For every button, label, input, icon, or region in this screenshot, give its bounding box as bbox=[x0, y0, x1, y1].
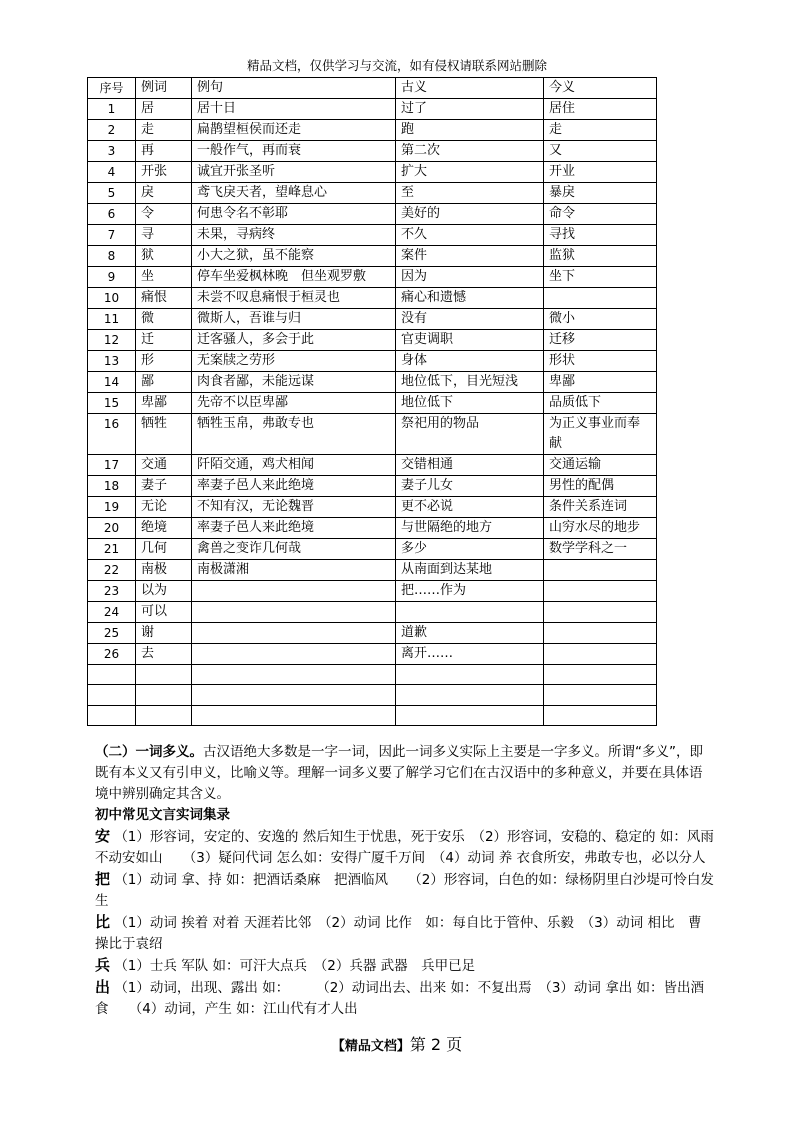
table-row bbox=[88, 497, 657, 518]
table-cell: 20 bbox=[88, 518, 136, 539]
table-row bbox=[88, 665, 657, 685]
entry-item bbox=[95, 869, 715, 912]
table-cell: 离开…… bbox=[396, 644, 544, 665]
table-cell: 诚宜开张圣听 bbox=[192, 162, 396, 183]
table-cell bbox=[88, 705, 136, 725]
table-cell: 16 bbox=[88, 414, 136, 455]
table-cell bbox=[544, 288, 657, 309]
table-cell: 不知有汉，无论魏晋 bbox=[192, 497, 396, 518]
table-cell: 鄙 bbox=[136, 372, 192, 393]
table-cell: 7 bbox=[88, 225, 136, 246]
table-row bbox=[88, 644, 657, 665]
table-cell: 一般作气，再而衰 bbox=[192, 141, 396, 162]
footer-page: 第 2 页 bbox=[409, 1035, 463, 1054]
table-cell: 去 bbox=[136, 644, 192, 665]
table-cell: 以为 bbox=[136, 581, 192, 602]
entry-text: （1）动词，出现、露出 如： （2）动词出去、出来 如：不复出焉 （3）动词 拿出 如：皆出酒食 （4）动词，产生 如：江山代有才人出 bbox=[95, 980, 704, 1017]
table-cell: 数学学科之一 bbox=[544, 539, 657, 560]
table-row bbox=[88, 581, 657, 602]
table-row bbox=[88, 476, 657, 497]
table-cell: 狱 bbox=[136, 246, 192, 267]
table-cell: 19 bbox=[88, 497, 136, 518]
table-cell: 道歉 bbox=[396, 623, 544, 644]
table-cell: 暴戾 bbox=[544, 183, 657, 204]
table-cell: 为正义事业而奉献 bbox=[544, 414, 657, 455]
entry-item bbox=[95, 977, 715, 1020]
table-cell: 无案牍之劳形 bbox=[192, 351, 396, 372]
table-cell: 南极潇湘 bbox=[192, 560, 396, 581]
entry-word: 比 bbox=[95, 913, 111, 931]
table-cell: 12 bbox=[88, 330, 136, 351]
table-cell: 痛恨 bbox=[136, 288, 192, 309]
entry-word: 安 bbox=[95, 827, 111, 845]
entry-word: 把 bbox=[95, 870, 111, 888]
table-cell: 无论 bbox=[136, 497, 192, 518]
section-paragraph bbox=[95, 742, 715, 805]
table-cell: 未果，寻病终 bbox=[192, 225, 396, 246]
table-cell bbox=[396, 705, 544, 725]
table-row bbox=[88, 162, 657, 183]
table-cell: 形状 bbox=[544, 351, 657, 372]
table-cell bbox=[192, 602, 396, 623]
table-cell: 与世隔绝的地方 bbox=[396, 518, 544, 539]
table-cell: 5 bbox=[88, 183, 136, 204]
table-cell: 26 bbox=[88, 644, 136, 665]
table-row bbox=[88, 518, 657, 539]
table-cell: 8 bbox=[88, 246, 136, 267]
table-cell: 交通 bbox=[136, 455, 192, 476]
table-cell: 阡陌交通，鸡犬相闻 bbox=[192, 455, 396, 476]
table-cell: 多少 bbox=[396, 539, 544, 560]
table-row bbox=[88, 267, 657, 288]
table-cell: 又 bbox=[544, 141, 657, 162]
table-cell bbox=[544, 665, 657, 685]
entry-text: （1）动词 拿、持 如：把酒话桑麻 把酒临风 （2）形容词，白色的如：绿杨阴里白沙堤可怜白发生 bbox=[95, 872, 714, 909]
table-cell: 何患令名不彰耶 bbox=[192, 204, 396, 225]
table-cell: 9 bbox=[88, 267, 136, 288]
table-cell: 21 bbox=[88, 539, 136, 560]
table-header-row bbox=[88, 78, 657, 99]
table-cell: 形 bbox=[136, 351, 192, 372]
table-cell: 禽兽之变诈几何哉 bbox=[192, 539, 396, 560]
table-cell: 不久 bbox=[396, 225, 544, 246]
table-cell: 寻找 bbox=[544, 225, 657, 246]
table-cell: 没有 bbox=[396, 309, 544, 330]
entry-item bbox=[95, 912, 715, 955]
table-header-cell: 今义 bbox=[544, 78, 657, 99]
table-cell bbox=[192, 665, 396, 685]
table-cell bbox=[396, 685, 544, 705]
table-cell: 小大之狱，虽不能察 bbox=[192, 246, 396, 267]
table-row bbox=[88, 309, 657, 330]
table-cell: 把……作为 bbox=[396, 581, 544, 602]
table-row bbox=[88, 204, 657, 225]
entry-text: （1）形容词，安定的、安逸的 然后知生于忧患，死于安乐 （2）形容词，安稳的、稳定的 如：风雨不动安如山 （3）疑问代词 怎么如：安得广厦千万间 （4）动词 养 衣食所安，弗敢专也，必以分人 bbox=[95, 829, 714, 866]
table-cell bbox=[136, 665, 192, 685]
table-cell: 3 bbox=[88, 141, 136, 162]
table-cell: 4 bbox=[88, 162, 136, 183]
table-cell: 因为 bbox=[396, 267, 544, 288]
table-cell bbox=[544, 623, 657, 644]
table-cell: 迁 bbox=[136, 330, 192, 351]
table-row bbox=[88, 623, 657, 644]
table-row bbox=[88, 560, 657, 581]
table-cell: 几何 bbox=[136, 539, 192, 560]
table-cell: 命令 bbox=[544, 204, 657, 225]
table-cell: 至 bbox=[396, 183, 544, 204]
table-cell bbox=[544, 644, 657, 665]
table-cell: 微斯人，吾谁与归 bbox=[192, 309, 396, 330]
table-row bbox=[88, 141, 657, 162]
table-row bbox=[88, 539, 657, 560]
table-cell: 1 bbox=[88, 99, 136, 120]
table-row bbox=[88, 393, 657, 414]
table-header-cell: 古义 bbox=[396, 78, 544, 99]
table-row bbox=[88, 705, 657, 725]
content-body bbox=[95, 742, 715, 1020]
table-cell: 跑 bbox=[396, 120, 544, 141]
table-cell: 品质低下 bbox=[544, 393, 657, 414]
table-cell: 牺牲 bbox=[136, 414, 192, 455]
table-cell: 居住 bbox=[544, 99, 657, 120]
table-cell: 走 bbox=[136, 120, 192, 141]
table-row bbox=[88, 414, 657, 455]
section-intro: 古汉语绝大多数是一字一词，因此一词多义实际上主要是一字多义。所谓“多义”，即既有本义又有引申义，比喻义等。理解一词多义要了解学习它们在古汉语中的多种意义，并要在具体语境中辨别确定其含义。 bbox=[95, 744, 703, 802]
table-row bbox=[88, 246, 657, 267]
table-cell bbox=[88, 665, 136, 685]
entry-word: 出 bbox=[95, 978, 111, 996]
entry-item bbox=[95, 826, 715, 869]
table-cell: 坐 bbox=[136, 267, 192, 288]
table-header-cell: 例词 bbox=[136, 78, 192, 99]
table-cell: 地位低下，目光短浅 bbox=[396, 372, 544, 393]
table-cell: 美好的 bbox=[396, 204, 544, 225]
table-cell bbox=[396, 665, 544, 685]
table-row bbox=[88, 602, 657, 623]
table-cell: 南极 bbox=[136, 560, 192, 581]
table-row bbox=[88, 372, 657, 393]
table-cell: 15 bbox=[88, 393, 136, 414]
table-cell bbox=[544, 705, 657, 725]
table-cell: 13 bbox=[88, 351, 136, 372]
table-cell bbox=[192, 685, 396, 705]
table-cell: 牺牲玉帛，弗敢专也 bbox=[192, 414, 396, 455]
table-cell: 地位低下 bbox=[396, 393, 544, 414]
table-cell: 18 bbox=[88, 476, 136, 497]
table-cell: 条件关系连词 bbox=[544, 497, 657, 518]
entry-word: 兵 bbox=[95, 956, 111, 974]
table-row bbox=[88, 183, 657, 204]
table-cell: 25 bbox=[88, 623, 136, 644]
entry-text: （1）动词 挨着 对着 天涯若比邻 （2）动词 比作 如：每自比于管仲、乐毅 （3）动词 相比 曹操比于袁绍 bbox=[95, 915, 702, 952]
table-cell: 11 bbox=[88, 309, 136, 330]
table-cell: 23 bbox=[88, 581, 136, 602]
table-cell: 微小 bbox=[544, 309, 657, 330]
table-cell bbox=[88, 685, 136, 705]
table-cell: 先帝不以臣卑鄙 bbox=[192, 393, 396, 414]
table-cell: 再 bbox=[136, 141, 192, 162]
table-cell bbox=[544, 560, 657, 581]
table-cell: 令 bbox=[136, 204, 192, 225]
table-row bbox=[88, 455, 657, 476]
table-cell: 第二次 bbox=[396, 141, 544, 162]
table-cell: 妻子 bbox=[136, 476, 192, 497]
table-cell: 率妻子邑人来此绝境 bbox=[192, 476, 396, 497]
table-cell bbox=[192, 644, 396, 665]
table-cell: 停车坐爱枫林晚 但坐观罗敷 bbox=[192, 267, 396, 288]
table-cell bbox=[544, 602, 657, 623]
table-row bbox=[88, 685, 657, 705]
table-cell: 扩大 bbox=[396, 162, 544, 183]
footer-brand: 【精品文档】 bbox=[331, 1039, 410, 1054]
table-cell: 案件 bbox=[396, 246, 544, 267]
table-cell: 祭祀用的物品 bbox=[396, 414, 544, 455]
table-cell: 走 bbox=[544, 120, 657, 141]
table-cell bbox=[544, 581, 657, 602]
section-title: （二）一词多义。 bbox=[95, 744, 203, 760]
table-row bbox=[88, 288, 657, 309]
table-cell: 身体 bbox=[396, 351, 544, 372]
table-cell: 迁移 bbox=[544, 330, 657, 351]
table-cell bbox=[544, 685, 657, 705]
entry-item bbox=[95, 955, 715, 977]
table-cell: 交错相通 bbox=[396, 455, 544, 476]
table-row bbox=[88, 120, 657, 141]
table-cell: 14 bbox=[88, 372, 136, 393]
table-cell: 谢 bbox=[136, 623, 192, 644]
table-cell: 妻子儿女 bbox=[396, 476, 544, 497]
table-cell bbox=[192, 705, 396, 725]
table-cell: 居十日 bbox=[192, 99, 396, 120]
table-cell: 官吏调职 bbox=[396, 330, 544, 351]
table-cell bbox=[396, 602, 544, 623]
page-header: 精品文档，仅供学习与交流，如有侵权请联系网站删除 bbox=[246, 58, 547, 73]
table-row bbox=[88, 99, 657, 120]
table-cell: 寻 bbox=[136, 225, 192, 246]
table-cell: 2 bbox=[88, 120, 136, 141]
table-cell bbox=[192, 581, 396, 602]
section-subtitle: 初中常见文言实词集录 bbox=[95, 807, 230, 823]
table-header-cell: 序号 bbox=[88, 78, 136, 99]
table-cell bbox=[136, 685, 192, 705]
page-footer bbox=[0, 1032, 794, 1055]
table-cell: 22 bbox=[88, 560, 136, 581]
table-cell: 卑鄙 bbox=[544, 372, 657, 393]
word-table bbox=[87, 77, 657, 726]
table-cell: 更不必说 bbox=[396, 497, 544, 518]
table-cell: 监狱 bbox=[544, 246, 657, 267]
table-cell: 交通运输 bbox=[544, 455, 657, 476]
table-cell: 肉食者鄙，未能远谋 bbox=[192, 372, 396, 393]
table-cell: 未尝不叹息痛恨于桓灵也 bbox=[192, 288, 396, 309]
table-cell: 卑鄙 bbox=[136, 393, 192, 414]
table-row bbox=[88, 225, 657, 246]
table-cell: 居 bbox=[136, 99, 192, 120]
table-cell: 开业 bbox=[544, 162, 657, 183]
table-cell: 开张 bbox=[136, 162, 192, 183]
table-cell: 6 bbox=[88, 204, 136, 225]
table-cell: 率妻子邑人来此绝境 bbox=[192, 518, 396, 539]
table-cell: 过了 bbox=[396, 99, 544, 120]
entry-text: （1）士兵 军队 如：可汗大点兵 （2）兵器 武器 兵甲已足 bbox=[114, 958, 476, 974]
table-cell: 17 bbox=[88, 455, 136, 476]
table-cell: 绝境 bbox=[136, 518, 192, 539]
table-cell: 山穷水尽的地步 bbox=[544, 518, 657, 539]
table-cell: 从南面到达某地 bbox=[396, 560, 544, 581]
table-cell: 24 bbox=[88, 602, 136, 623]
table-cell: 10 bbox=[88, 288, 136, 309]
table-cell: 男性的配偶 bbox=[544, 476, 657, 497]
table-cell: 微 bbox=[136, 309, 192, 330]
table-cell: 扁鹊望桓侯而还走 bbox=[192, 120, 396, 141]
table-cell: 戾 bbox=[136, 183, 192, 204]
table-cell: 可以 bbox=[136, 602, 192, 623]
table-row bbox=[88, 351, 657, 372]
table-cell bbox=[192, 623, 396, 644]
table-cell: 坐下 bbox=[544, 267, 657, 288]
table-cell: 鸢飞戾天者，望峰息心 bbox=[192, 183, 396, 204]
table-cell: 迁客骚人，多会于此 bbox=[192, 330, 396, 351]
table-cell: 痛心和遗憾 bbox=[396, 288, 544, 309]
table-header-cell: 例句 bbox=[192, 78, 396, 99]
table-cell bbox=[136, 705, 192, 725]
entry-list bbox=[95, 826, 715, 1020]
table-row bbox=[88, 330, 657, 351]
